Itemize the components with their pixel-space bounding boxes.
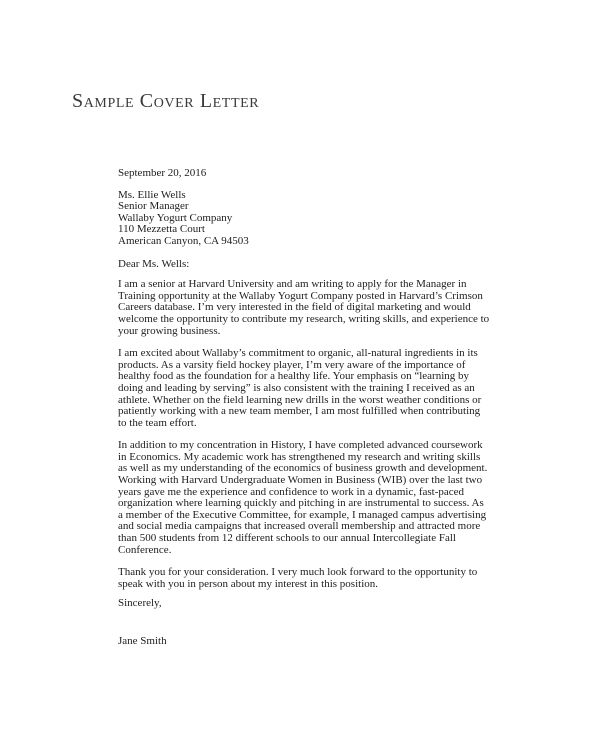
recipient-name: Ms. Ellie Wells <box>118 188 186 201</box>
closing: Sincerely, <box>118 597 162 610</box>
signature-name: Jane Smith <box>118 635 167 647</box>
page-title: Sample Cover Letter <box>72 90 260 112</box>
recipient-street: 110 Mezzetta Court <box>118 223 205 236</box>
letter-date: September 20, 2016 <box>118 167 207 179</box>
paragraph-fit: I am excited about Wallaby’s commitment to organic, all-natural ingredients in its products. As a varsity field hockey player, I’m very aware of the importance of healthy food as the foundation for a healthy life. Your emphasis on “learning by doing and leading by serving” is also consistent with the training I received as an athlete. Whether on the field learning new drills in the worst weather conditions or patiently working with a new team member, I am most fulfilled when contributing to the team effort. <box>118 347 482 429</box>
paragraph-intro: I am a senior at Harvard University and am writing to apply for the Manager in Training opportunity at the Wallaby Yogurt Company posted in Harvard’s Crimson Careers database. I’m very interested in the field of digital marketing and would welcome the opportunity to contribute my research, writing skills, and experience to your growing business. <box>118 278 490 337</box>
recipient-city-state-zip: American Canyon, CA 94503 <box>118 234 249 247</box>
recipient-company: Wallaby Yogurt Company <box>118 211 233 224</box>
paragraph-experience: In addition to my concentration in History, I have completed advanced coursework in Economics. My academic work has strengthened my research and writing skills as well as my understanding of the economics of business growth and development. Working with Harvard Undergraduate Women in Business (WIB) over the last two years gave me the experience and confidence to work in a dynamic, fast-paced organization where learning quickly and pitching in are instrumental to success. As a member of the Executive Committee, for example, I managed campus advertising and social media campaigns that increased overall membership and attracted more than 500 students from 12 different schools to our annual Intercollegiate Fall Conference. <box>118 439 488 556</box>
letter-body <box>118 168 490 648</box>
recipient-job-title: Senior Manager <box>118 200 189 213</box>
salutation: Dear Ms. Wells: <box>118 257 190 270</box>
paragraph-thanks: Thank you for your consideration. I very much look forward to the opportunity to speak with you in person about my interest in this position. <box>118 566 478 590</box>
recipient-address <box>118 190 490 248</box>
